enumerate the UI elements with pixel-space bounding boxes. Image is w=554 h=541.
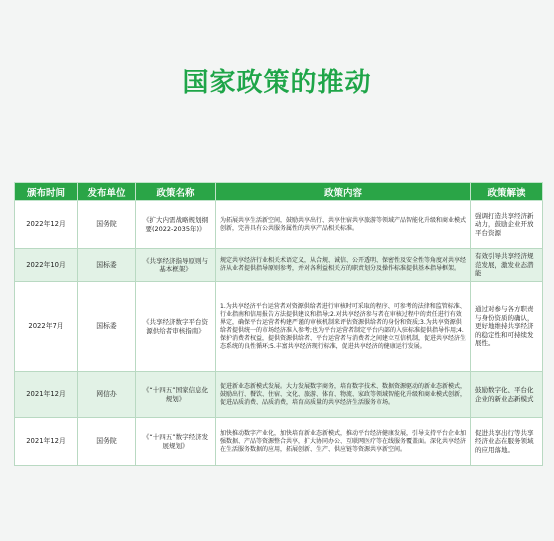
policy-table [14, 182, 543, 466]
cell-policy-name: 《“十四五”国家信息化规划》 [136, 372, 216, 418]
table-row [15, 249, 543, 282]
cell-date: 2022年12月 [15, 201, 78, 249]
cell-policy-content: 促进新业态新模式发展。大力发展数字商务，培育数字技术、数据资源驱动的新业态新模式，鼓励出行、餐饮、住宿、文化、旅游、体育、物流、家政等领域智能化升级和商业模式创新，促进品质消费、品质消费，培育高质量的共享经济生活服务市场。 [216, 372, 471, 418]
page-title: 国家政策的推动 [182, 68, 372, 98]
cell-issuer: 国标委 [78, 249, 136, 282]
policy-table-container [14, 182, 542, 466]
cell-date: 2021年12月 [15, 418, 78, 466]
table-row [15, 418, 543, 466]
cell-policy-name: 《共享经济指导原则与基本框架》 [136, 249, 216, 282]
table-row [15, 372, 543, 418]
cell-policy-note: 促进共享出行等共享经济业态在服务领域的应用落地。 [471, 418, 543, 466]
cell-policy-content: 规定共享经济行业相关术语定义，从合规、诚信、公开透明、保密性及安全性等角度对共享经济从业者提供指导原则参考，并对各利益相关方的职责划分及操作标准提供基本指导框架。 [216, 249, 471, 282]
cell-date: 2021年12月 [15, 372, 78, 418]
cell-issuer: 国务院 [78, 418, 136, 466]
cell-policy-content: 为拓展共享生活新空间，鼓励共享出行、共享住宿共享旅游等领域产品智能化升级和商业模式创新，完善具有公共服务属性的共享产品相关标准。 [216, 201, 471, 249]
cell-policy-note: 有效引导共享经济规范发展，激发业态潜能 [471, 249, 543, 282]
cell-policy-name: 《“十四五”数字经济发展规划》 [136, 418, 216, 466]
cell-policy-note: 通过对参与各方职责与身份资质的确认，更好地维持共享经济的稳定性和可持续发展性。 [471, 282, 543, 372]
cell-policy-content: 1.为共享经济平台运营者对资源供给者进行审核时可采取的程序、可参考的法律和监管标准、行业指南和信用报告方法提供建议和指导;2.对共享经济参与者在审核过程中的责任进行有效界定，确保平台运营者构建严谨的审核机制来评估资源供给者的身份和资质;3.为共享资源供给者提供统一的市场经济准入参考;也为平台运营者制定平台内部的入驻标准提供指导作用;4.保护消费者权益，提供资源供给者、平台运营者与消费者之间建立互信机制，促进共享经济生态系统的良性循环;5.丰富共享经济现行标准，促进共享经济的健康运行发展。 [216, 282, 471, 372]
header-issuer: 发布单位 [78, 183, 136, 201]
cell-date: 2022年7月 [15, 282, 78, 372]
cell-policy-name: 《扩大内需战略规划纲要(2022-2035年)》 [136, 201, 216, 249]
cell-date: 2022年10月 [15, 249, 78, 282]
cell-policy-name: 《共享经济数字平台资源供给者审核指南》 [136, 282, 216, 372]
table-row [15, 201, 543, 249]
table-row [15, 282, 543, 372]
header-policy-name: 政策名称 [136, 183, 216, 201]
table-header-row [15, 183, 543, 201]
header-policy-interpretation: 政策解读 [471, 183, 543, 201]
cell-policy-content: 加快推动数字产业化，加快培育新业态新模式，推动平台经济健康发展，引导支持平台企业加强数据、产品等资源整合共享，扩大协同办公、互联网医疗等在线服务覆盖面。深化共享经济在生活服务数据的应用，拓展创新、生产、供应链等资源共享新空间。 [216, 418, 471, 466]
cell-policy-note: 鼓励数字化、平台化企业的新业态新模式 [471, 372, 543, 418]
header-date: 颁布时间 [15, 183, 78, 201]
cell-issuer: 网信办 [78, 372, 136, 418]
header-policy-content: 政策内容 [216, 183, 471, 201]
cell-issuer: 国务院 [78, 201, 136, 249]
cell-policy-note: 强调打造共享经济新动力，鼓励企业开放平台资源 [471, 201, 543, 249]
cell-issuer: 国标委 [78, 282, 136, 372]
